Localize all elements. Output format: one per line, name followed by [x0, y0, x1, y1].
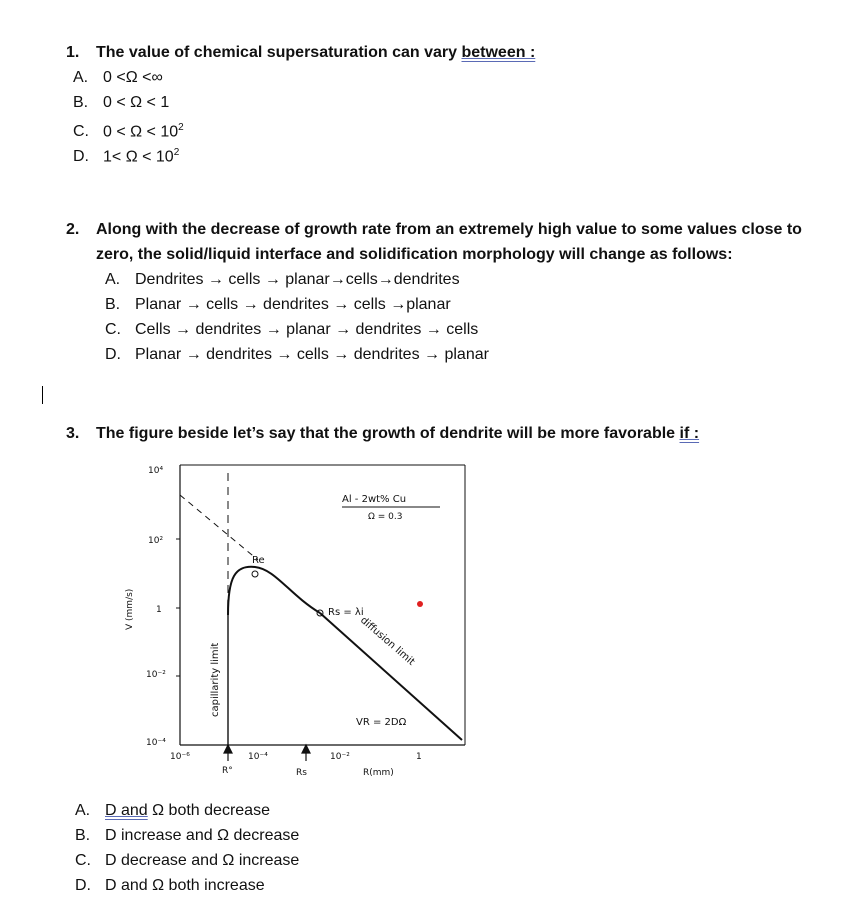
question-underlined: between : — [461, 44, 536, 61]
option-text: Planar → cells → dendrites → cells →planar — [135, 296, 451, 313]
y-tick-1e4: 10⁴ — [148, 466, 164, 476]
omega-label: Ω = 0.3 — [368, 512, 403, 522]
option-text: D decrease and Ω increase — [105, 852, 300, 869]
x-tick-1e-2: 10⁻² — [330, 752, 350, 762]
option-superscript: 2 — [178, 122, 184, 133]
question-number: 2. — [66, 221, 80, 238]
re-marker — [252, 571, 258, 577]
option-letter: A. — [105, 271, 121, 288]
option-1a[interactable] — [73, 68, 163, 88]
x-axis-label: R(mm) — [363, 768, 394, 778]
option-letter: A. — [75, 802, 91, 819]
option-letter: B. — [73, 94, 89, 111]
y-tick-1e-2: 10⁻² — [146, 670, 166, 680]
option-text: Dendrites → cells → planar→cells→dendrites — [135, 271, 460, 288]
option-text: D and Ω both increase — [105, 877, 265, 894]
option-1b[interactable] — [73, 93, 169, 113]
option-letter: C. — [105, 321, 121, 338]
option-1d[interactable] — [73, 143, 179, 167]
option-text: Ω both decrease — [147, 802, 270, 819]
question-2 — [66, 220, 802, 240]
question-text-line2: zero, the solid/liquid interface and solidification morphology will change as follows: — [96, 246, 733, 263]
question-number: 1. — [66, 44, 80, 61]
y-tick-1e-4: 10⁻⁴ — [146, 738, 166, 748]
rs-axis-label: Rs — [296, 768, 307, 778]
option-letter: B. — [105, 296, 121, 313]
option-text: 0 <Ω <∞ — [103, 69, 163, 86]
alloy-label: Al - 2wt% Cu — [342, 494, 407, 505]
question-text-line1: Along with the decrease of growth rate from an extremely high value to some values close to — [96, 221, 802, 238]
option-superscript: 2 — [173, 147, 180, 158]
option-3d[interactable] — [75, 876, 265, 896]
red-dot-marker — [417, 601, 423, 607]
option-2b[interactable] — [105, 295, 451, 315]
option-text: Planar → dendrites → cells → dendrites → planar — [135, 346, 489, 363]
question-2-line2 — [96, 245, 733, 265]
option-letter: C. — [75, 852, 91, 869]
question-text: The value of chemical supersaturation can vary — [96, 44, 458, 61]
option-text: 0 < Ω < 1 — [103, 94, 170, 111]
vr-label: VR = 2DΩ — [356, 717, 407, 728]
option-text: 1< Ω < 10 — [103, 148, 174, 166]
option-letter: D. — [105, 346, 121, 363]
dashed-diagonal — [180, 495, 258, 560]
text-cursor — [42, 386, 43, 404]
option-letter: B. — [75, 827, 91, 844]
option-2d[interactable] — [105, 345, 489, 365]
option-letter: D. — [73, 148, 89, 166]
x-tick-1e-6: 10⁻⁶ — [170, 752, 190, 762]
re-label: Re — [252, 555, 265, 566]
question-3 — [66, 424, 699, 444]
option-text: 0 < Ω < 10 — [103, 123, 179, 141]
x-tick-1: 1 — [416, 752, 422, 762]
rs-label: Rs = λi — [328, 607, 364, 618]
question-1 — [66, 43, 535, 63]
question-number: 3. — [66, 425, 80, 442]
option-2a[interactable] — [105, 270, 460, 290]
diffusion-limit-label: diffusion limit — [358, 614, 417, 668]
option-text: D increase and Ω decrease — [105, 827, 300, 844]
option-letter: A. — [73, 69, 89, 86]
option-letter: D. — [75, 877, 91, 894]
option-underlined: D and — [105, 802, 148, 819]
y-tick-1e2: 10² — [148, 536, 164, 546]
option-letter: C. — [73, 123, 89, 141]
option-2c[interactable] — [105, 320, 478, 340]
option-text: Cells → dendrites → planar → dendrites → cells — [135, 321, 479, 338]
question-underlined: if : — [679, 425, 700, 442]
growth-curve — [228, 567, 320, 615]
y-tick-1: 1 — [156, 605, 162, 615]
capillarity-label: capillarity limit — [210, 642, 221, 717]
option-3b[interactable] — [75, 826, 299, 846]
option-1c[interactable] — [73, 118, 184, 142]
growth-map-figure — [110, 455, 480, 785]
x-tick-1e-4: 10⁻⁴ — [248, 752, 268, 762]
option-3a[interactable] — [75, 801, 270, 821]
option-3c[interactable] — [75, 851, 299, 871]
y-axis-label: V (mm/s) — [125, 588, 135, 630]
r0-label: R° — [222, 766, 233, 776]
question-text: The figure beside let’s say that the growth of dendrite will be more favorable — [96, 425, 676, 442]
